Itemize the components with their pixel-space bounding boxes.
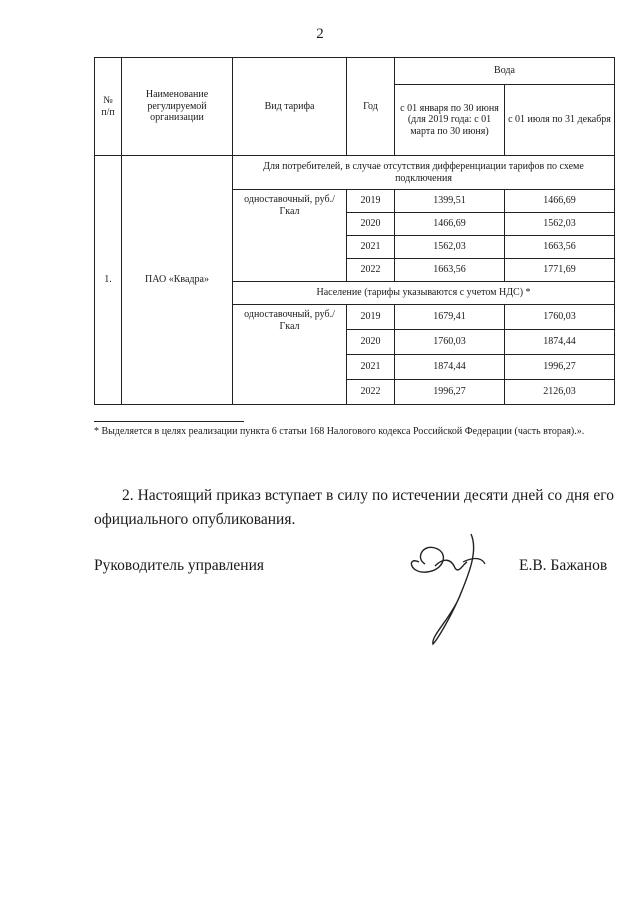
tariff-table [94, 57, 615, 405]
value-period-2: 1874,44 [505, 330, 615, 355]
value-period-1: 1679,41 [395, 305, 505, 330]
signature-role: Руководитель управления [94, 557, 265, 574]
year-cell: 2019 [347, 305, 395, 330]
value-period-2: 1760,03 [505, 305, 615, 330]
value-period-1: 1399,51 [395, 190, 505, 213]
value-period-2: 1996,27 [505, 355, 615, 380]
header-num: № п/п [95, 58, 122, 156]
handwritten-signature [405, 528, 497, 648]
year-cell: 2019 [347, 190, 395, 213]
year-cell: 2021 [347, 355, 395, 380]
year-cell: 2020 [347, 213, 395, 236]
value-period-2: 1663,56 [505, 236, 615, 259]
row-number: 1. [95, 156, 122, 405]
year-cell: 2021 [347, 236, 395, 259]
value-period-2: 1771,69 [505, 259, 615, 282]
header-tariff-type: Вид тарифа [233, 58, 347, 156]
value-period-2: 1466,69 [505, 190, 615, 213]
year-cell: 2022 [347, 380, 395, 405]
value-period-2: 2126,03 [505, 380, 615, 405]
value-period-1: 1760,03 [395, 330, 505, 355]
tariff-type-cell: одноставочный, руб./Гкал [233, 190, 347, 282]
value-period-2: 1562,03 [505, 213, 615, 236]
header-year: Год [347, 58, 395, 156]
footnote-divider [94, 421, 244, 422]
year-cell: 2020 [347, 330, 395, 355]
page-number: 2 [316, 26, 324, 42]
org-name: ПАО «Квадра» [122, 156, 233, 405]
value-period-1: 1996,27 [395, 380, 505, 405]
tariff-type-cell: одноставочный, руб./Гкал [233, 305, 347, 405]
value-period-1: 1874,44 [395, 355, 505, 380]
header-org: Наименование регулируемой организации [122, 58, 233, 156]
footnote: * Выделяется в целях реализации пункта 6 статьи 168 Налогового кодекса Российской Федерации (часть вторая).». [94, 426, 585, 437]
section-title: Для потребителей, в случае отсутствия дифференциации тарифов по схеме подключения [233, 156, 615, 190]
header-period-1: с 01 января по 30 июня (для 2019 года: с 01 марта по 30 июня) [395, 85, 505, 156]
signature-name: Е.В. Бажанов [519, 557, 608, 574]
order-paragraph: 2. Настоящий приказ вступает в силу по истечении десяти дней со дня его официального опубликования. [94, 487, 614, 529]
value-period-1: 1466,69 [395, 213, 505, 236]
header-period-2: с 01 июля по 31 декабря [505, 85, 615, 156]
value-period-1: 1663,56 [395, 259, 505, 282]
section-title: Население (тарифы указываются с учетом НДС) * [233, 282, 615, 305]
year-cell: 2022 [347, 259, 395, 282]
value-period-1: 1562,03 [395, 236, 505, 259]
header-water: Вода [395, 58, 615, 85]
